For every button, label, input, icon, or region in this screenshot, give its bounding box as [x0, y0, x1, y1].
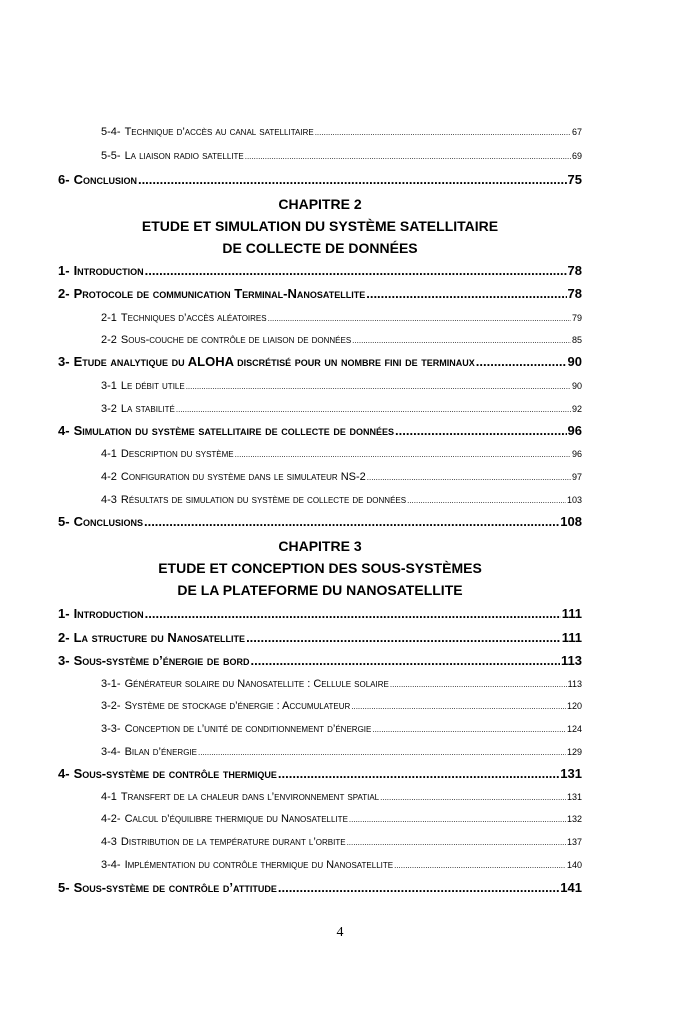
toc-entry-title: Etude analytique du ALOHA discrétisé pour un nombre fini de terminaux [73, 354, 475, 369]
toc-entry[interactable] [58, 263, 582, 278]
toc-entry-title: Sous-couche de contrôle de liaison de données [120, 334, 352, 346]
dot-leader [352, 334, 571, 346]
dot-leader [394, 859, 566, 871]
toc-entry-title: Technique d’accès au canal satellitaire [124, 126, 314, 138]
toc-entry-page: 79 [571, 313, 582, 323]
toc-entry-title: Description du système [120, 448, 234, 460]
toc-entry-page: 131 [560, 766, 582, 781]
toc-entry-page: 92 [571, 404, 582, 414]
toc-entry[interactable] [101, 746, 582, 758]
chapter-label: CHAPITRE 3 [278, 538, 362, 554]
toc-entry[interactable] [58, 630, 582, 645]
toc-entry[interactable] [101, 723, 582, 735]
toc-entry[interactable] [58, 423, 582, 438]
toc-entry-page: 96 [567, 423, 582, 438]
toc-entry-page: 75 [567, 172, 582, 187]
chapter-heading [58, 537, 582, 599]
toc-entry-title: Conclusions [73, 514, 143, 529]
toc-entry[interactable] [58, 766, 582, 781]
toc-entry-page: 97 [571, 472, 582, 482]
toc-entry[interactable] [101, 334, 582, 346]
dot-leader [246, 630, 561, 645]
dot-leader [144, 514, 559, 529]
toc-entry-title: La liaison radio satellite [124, 150, 244, 162]
toc-entry-number: 5-5- [101, 150, 121, 162]
toc-entry-number: 3- [58, 354, 70, 369]
toc-entry-number: 5-4- [101, 126, 121, 138]
toc-entry[interactable] [101, 859, 582, 871]
dot-leader [366, 286, 566, 301]
toc-entry[interactable] [58, 172, 582, 187]
toc-entry-page: 69 [571, 151, 582, 161]
dot-leader [251, 653, 560, 668]
dot-leader [186, 380, 571, 392]
toc-entry-number: 4-1 [101, 448, 117, 460]
toc-entry-number: 5- [58, 880, 70, 895]
toc-entry-number: 4-2 [101, 471, 117, 483]
toc-entry[interactable] [58, 354, 582, 369]
dot-leader [245, 150, 571, 162]
toc-entry-page: 96 [571, 449, 582, 459]
dot-leader [268, 312, 571, 324]
chapter-title-line: ETUDE ET CONCEPTION DES SOUS-SYSTÈMES [158, 560, 482, 576]
toc-entry-number: 2- [58, 286, 70, 301]
toc-entry-number: 4-2- [101, 813, 121, 825]
toc-entry-title: Configuration du système dans le simulateur NS-2 [120, 471, 366, 483]
toc-entry-number: 3-2- [101, 700, 121, 712]
chapter-label: CHAPITRE 2 [278, 196, 362, 212]
toc-entry-title: Introduction [73, 606, 144, 621]
toc-entry[interactable] [101, 836, 582, 848]
toc-entry-number: 3-1 [101, 380, 117, 392]
chapter-title-line: DE COLLECTE DE DONNÉES [222, 240, 418, 256]
toc-entry-title: Résultats de simulation du système de collecte de données [120, 494, 407, 506]
dot-leader [390, 678, 567, 690]
toc-entry[interactable] [101, 312, 582, 324]
toc-entry-page: 124 [566, 724, 582, 734]
toc-entry[interactable] [101, 126, 582, 138]
toc-entry[interactable] [101, 678, 582, 690]
toc-entry-number: 3-3- [101, 723, 121, 735]
toc-entry-number: 2- [58, 630, 70, 645]
dot-leader [380, 791, 566, 803]
toc-entry-number: 2-2 [101, 334, 117, 346]
toc-entry[interactable] [101, 700, 582, 712]
toc-entry-number: 6- [58, 172, 70, 187]
toc-entry-number: 4- [58, 423, 70, 438]
toc-entry-number: 3-1- [101, 678, 121, 690]
toc-entry-number: 1- [58, 606, 70, 621]
dot-leader [278, 880, 559, 895]
dot-leader [372, 723, 566, 735]
toc-entry-page: 78 [567, 286, 582, 301]
toc-entry-page: 103 [566, 495, 582, 505]
toc-entry-page: 111 [561, 606, 582, 621]
toc-entry-title: La stabilité [120, 403, 175, 415]
toc-entry-title: Sous-système de contrôle thermique [73, 766, 277, 781]
dot-leader [145, 263, 567, 278]
toc-entry[interactable] [101, 813, 582, 825]
dot-leader [367, 471, 571, 483]
dot-leader [476, 354, 567, 369]
toc-entry[interactable] [58, 653, 582, 668]
toc-entry-title: Implémentation du contrôle thermique du Nanosatellite [124, 859, 394, 871]
toc-entry-number: 4-3 [101, 836, 117, 848]
toc-entry-page: 141 [560, 880, 582, 895]
toc-entry[interactable] [101, 150, 582, 162]
toc-entry-page: 111 [561, 630, 582, 645]
dot-leader [138, 172, 567, 187]
toc-entry-page: 113 [561, 653, 582, 668]
toc-entry-title: Conception de l’unité de conditionnement d’énergie [124, 723, 372, 735]
chapter-title-line: DE LA PLATEFORME DU NANOSATELLITE [177, 582, 463, 598]
toc-entry[interactable] [58, 514, 582, 529]
toc-entry-title: Introduction [73, 263, 144, 278]
toc-entry[interactable] [58, 880, 582, 895]
toc-entry-title: Conclusion [73, 172, 137, 187]
toc-entry[interactable] [101, 448, 582, 460]
toc-entry-number: 4- [58, 766, 70, 781]
toc-entry-title: Transfert de la chaleur dans l’environnement spatial [120, 791, 380, 803]
toc-entry-page: 67 [571, 127, 582, 137]
toc-entry-page: 78 [567, 263, 582, 278]
toc-entry-page: 137 [566, 837, 582, 847]
dot-leader [407, 494, 566, 506]
toc-entry-title: La structure du Nanosatellite [73, 630, 246, 645]
toc-entry-page: 120 [566, 701, 582, 711]
toc-entry-title: Bilan d’énergie [124, 746, 197, 758]
toc-entry-page: 140 [566, 860, 582, 870]
toc-entry-title: Protocole de communication Terminal-Nanosatellite [73, 286, 366, 301]
toc-entry[interactable] [101, 380, 582, 392]
toc-entry-number: 2-1 [101, 312, 117, 324]
dot-leader [198, 746, 566, 758]
toc-entry-page: 113 [567, 679, 582, 689]
dot-leader [278, 766, 559, 781]
dot-leader [145, 606, 561, 621]
toc-entry[interactable] [101, 791, 582, 803]
toc-entry-page: 90 [571, 381, 582, 391]
toc-entry-title: Techniques d’accès aléatoires [120, 312, 267, 324]
toc-entry-number: 4-3 [101, 494, 117, 506]
chapter-title-line: ETUDE ET SIMULATION DU SYSTÈME SATELLITAIRE [141, 218, 499, 234]
toc-entry[interactable] [58, 606, 582, 621]
dot-leader [315, 126, 571, 138]
dot-leader [176, 403, 571, 415]
toc-entry-title: Distribution de la température durant l’orbite [120, 836, 346, 848]
toc-entry-page: 85 [571, 335, 582, 345]
toc-entry-title: Simulation du système satellitaire de collecte de données [73, 423, 395, 438]
toc-entry-page: 129 [566, 747, 582, 757]
toc-entry-page: 90 [567, 354, 582, 369]
toc-entry[interactable] [101, 471, 582, 483]
toc-entry[interactable] [101, 494, 582, 506]
toc-entry-title: Le débit utile [120, 380, 185, 392]
toc-entry[interactable] [101, 403, 582, 415]
toc-entry-number: 5- [58, 514, 70, 529]
toc-entry-title: Sous-système d’énergie de bord [73, 653, 250, 668]
toc-entry-page: 131 [566, 792, 582, 802]
dot-leader [235, 448, 571, 460]
toc-entry-page: 132 [566, 814, 582, 824]
toc-entry-title: Générateur solaire du Nanosatellite : Cellule solaire [124, 678, 389, 690]
dot-leader [347, 836, 566, 848]
dot-leader [351, 700, 566, 712]
toc-entry-number: 4-1 [101, 791, 117, 803]
toc-entry-number: 3- [58, 653, 70, 668]
toc-entry-number: 3-4- [101, 746, 121, 758]
toc-entry-page: 108 [560, 514, 582, 529]
toc-entry-title: Système de stockage d’énergie : Accumulateur [124, 700, 351, 712]
toc-entry-number: 1- [58, 263, 70, 278]
page-number: 4 [336, 925, 344, 940]
toc-entry-number: 3-4- [101, 859, 121, 871]
toc-entry-number: 3-2 [101, 403, 117, 415]
chapter-heading [58, 195, 582, 257]
toc-entry[interactable] [58, 286, 582, 301]
toc-entry-title: Calcul d’équilibre thermique du Nanosatellite [124, 813, 348, 825]
dot-leader [349, 813, 566, 825]
toc-entry-title: Sous-système de contrôle d’attitude [73, 880, 277, 895]
dot-leader [395, 423, 567, 438]
